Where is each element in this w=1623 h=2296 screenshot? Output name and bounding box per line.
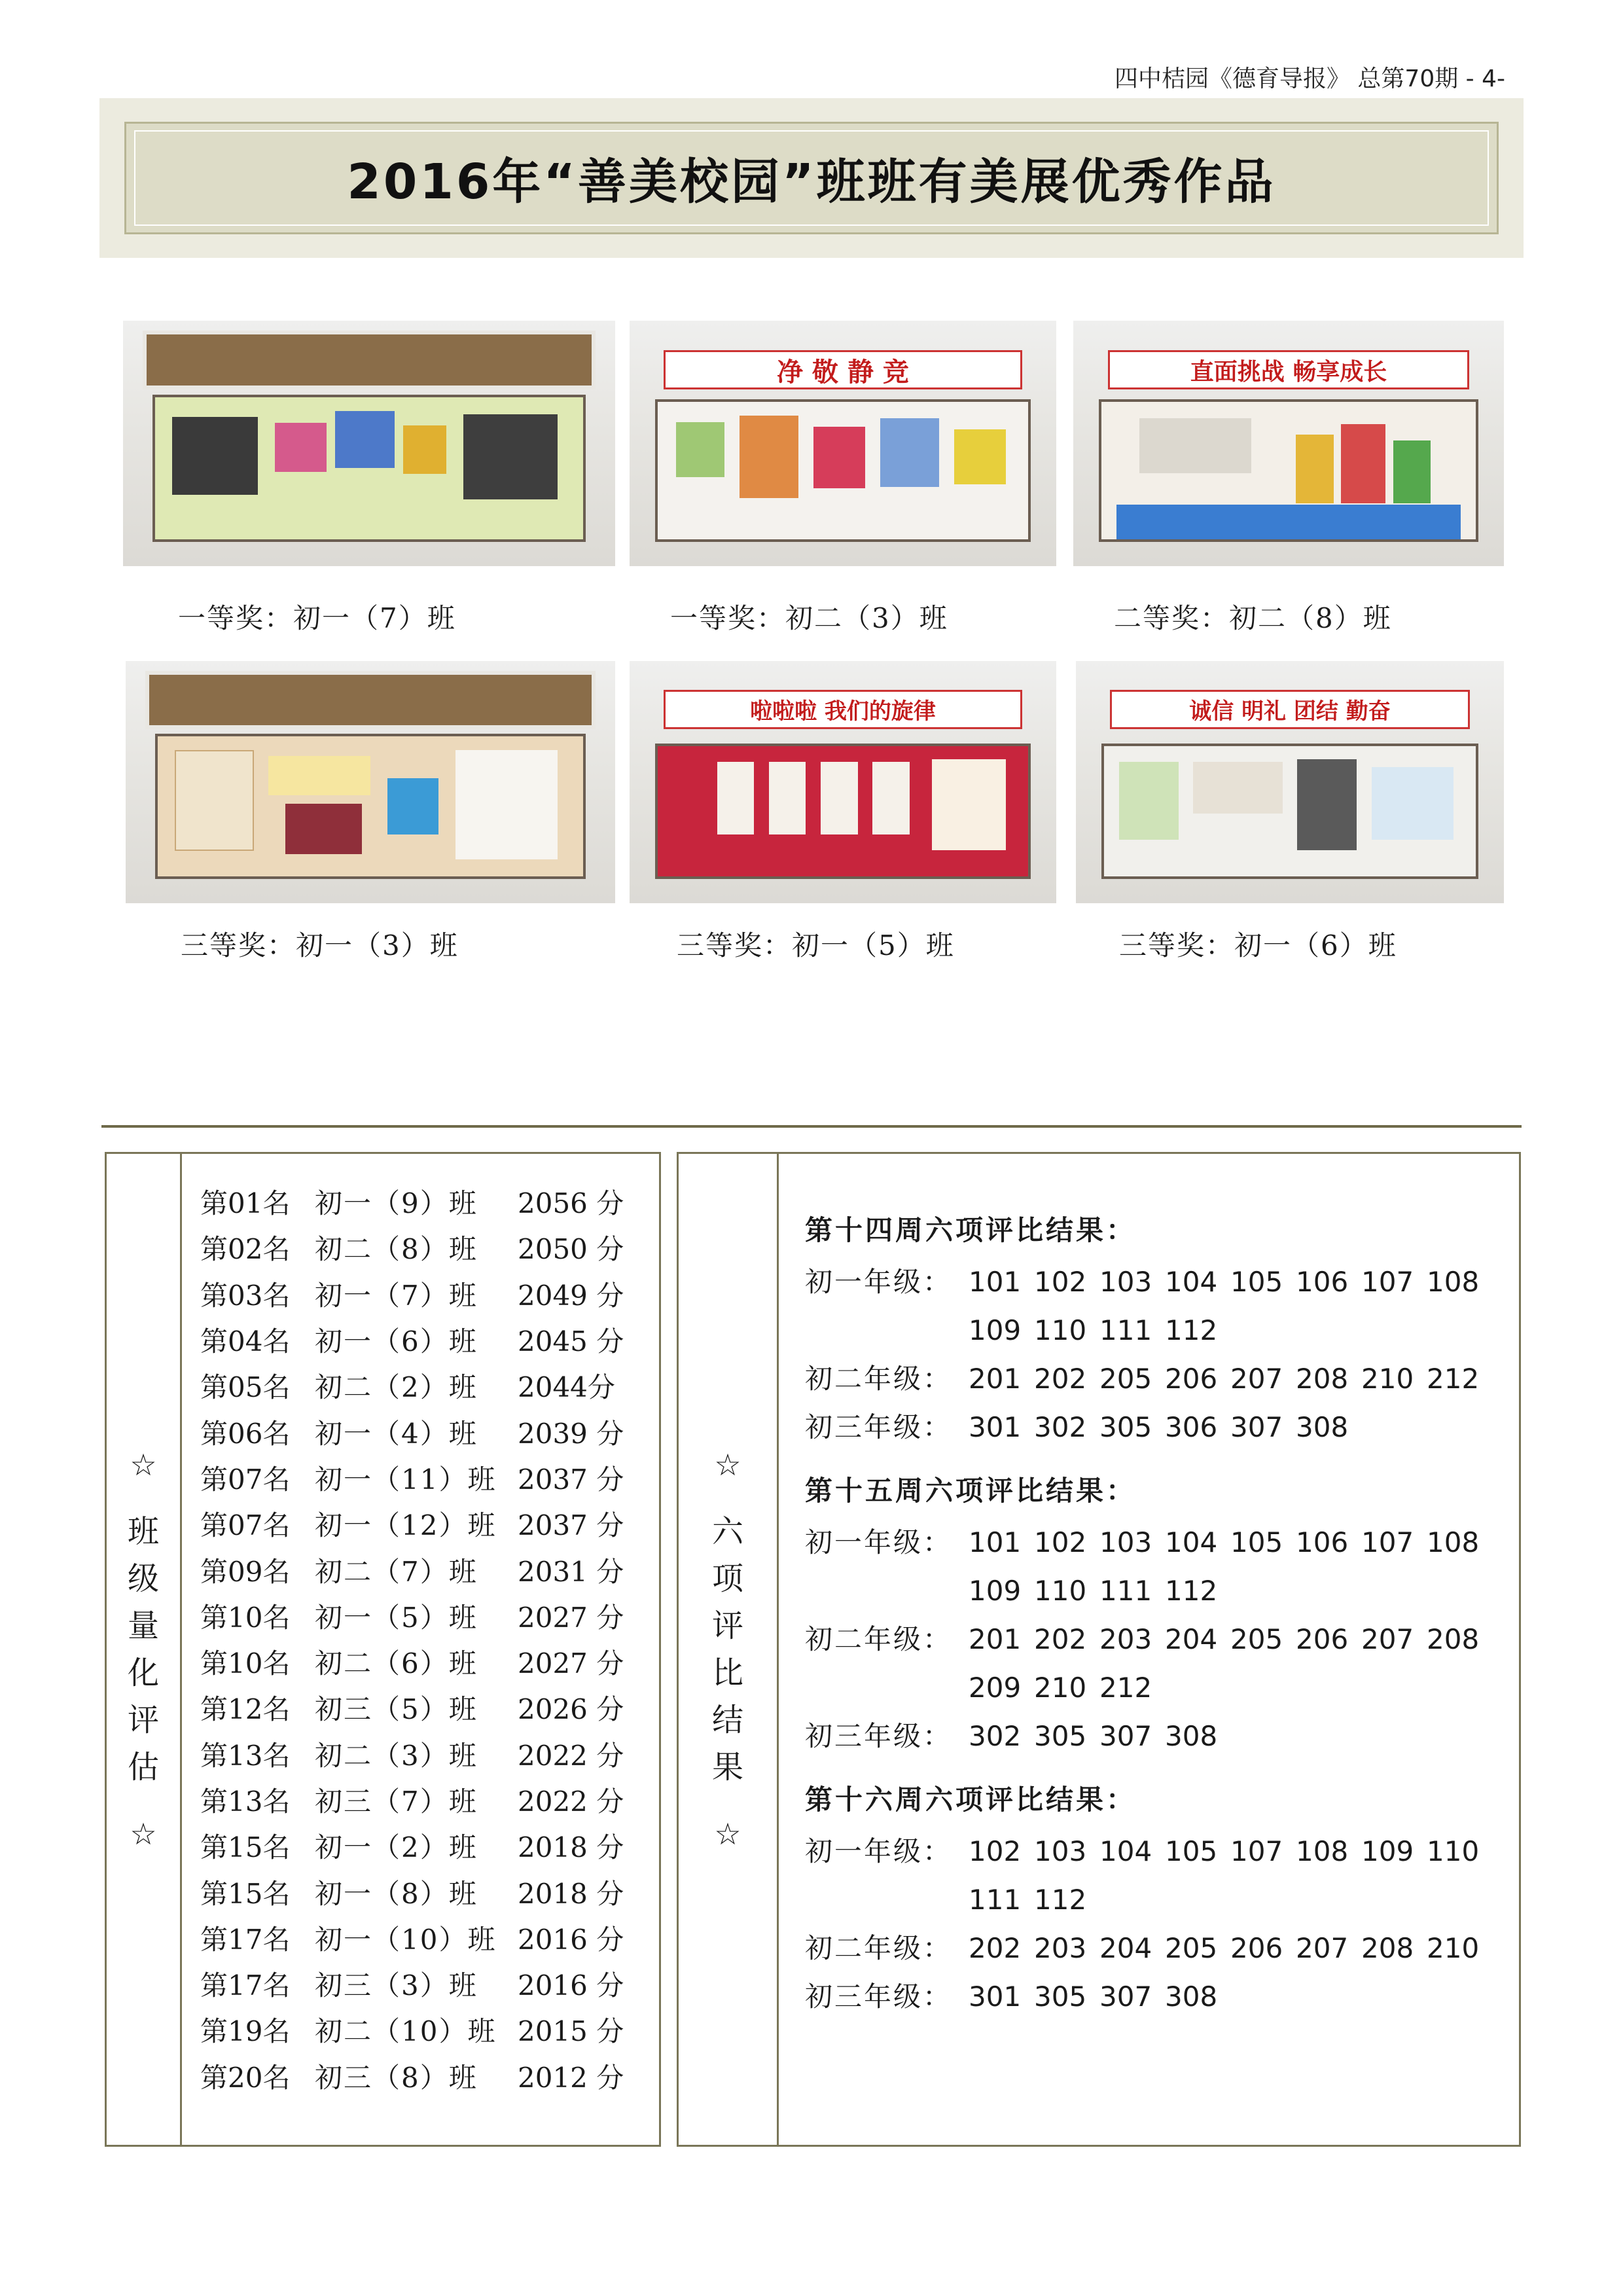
class-list [969,1924,1499,1973]
ranking-panel [105,1152,661,2147]
photo-caption: 三等奖：初一（3）班 [181,929,459,961]
rank-cell: 第12名 [200,1693,291,1726]
grade-row [805,1258,1499,1355]
class-number: 308 [1165,1720,1218,1752]
rank-cell: 第04名 [200,1325,291,1358]
score-cell: 2049 分 [518,1279,624,1312]
grade-label: 初二年级： [805,1932,953,1964]
table-row [200,1179,655,1225]
rank-cell: 第15名 [200,1877,291,1910]
class-cell: 初二（3）班 [315,1739,478,1772]
title-char: 项 [711,1560,743,1597]
class-number: 206 [1296,1623,1349,1655]
class-number: 103 [1099,1266,1152,1298]
table-row [200,1639,655,1685]
class-cell: 初三（5）班 [315,1693,478,1726]
class-cell: 初一（6）班 [315,1325,478,1358]
class-number: 108 [1296,1835,1349,1867]
table-row [200,1225,655,1270]
class-number: 202 [969,1932,1022,1964]
table-row [200,2007,655,2053]
class-number: 105 [1230,1266,1283,1298]
star-icon: ☆ [130,1447,157,1482]
title-char: 评 [127,1702,159,1738]
class-number: 109 [1361,1835,1414,1867]
class-number: 208 [1361,1932,1414,1964]
rank-cell: 第02名 [200,1233,291,1266]
score-cell: 2037 分 [518,1509,624,1542]
class-number: 301 [969,1981,1022,2013]
photo-board [155,734,586,879]
class-number: 210 [1427,1932,1480,1964]
class-number: 206 [1165,1363,1218,1395]
star-icon: ☆ [714,1816,741,1852]
title-char: 六 [711,1513,743,1550]
week-heading: 第十六周六项评比结果： [805,1784,1137,1816]
photo-window [145,671,596,729]
class-cell: 初二（6）班 [315,1647,478,1680]
class-number: 102 [1034,1526,1087,1558]
class-number: 105 [1230,1526,1283,1558]
class-cell: 初一（9）班 [315,1187,478,1220]
title-char: 化 [127,1655,159,1691]
panel-divider [777,1154,779,2145]
photo-banner: 净 敬 静 竞 [664,350,1022,389]
class-number: 102 [1034,1266,1087,1298]
section-divider [101,1125,1522,1128]
class-cell: 初三（8）班 [315,2061,478,2094]
photo-4 [126,661,615,903]
class-number: 307 [1230,1411,1283,1443]
score-cell: 2039 分 [518,1417,624,1450]
grade-row [805,1924,1499,1973]
class-number: 102 [969,1835,1022,1867]
title-char: 级 [127,1560,159,1597]
class-number: 105 [1165,1835,1218,1867]
grade-label: 初三年级： [805,1720,953,1752]
score-cell: 2026 分 [518,1693,624,1726]
photo-banner: 直面挑战 畅享成长 [1108,350,1470,389]
table-row [200,1823,655,1869]
class-cell: 初一（2）班 [315,1831,478,1864]
rank-list [200,1179,655,2099]
title-char: 结 [711,1702,743,1738]
title-char: 果 [711,1749,743,1785]
photo-banner: 啦啦啦 我们的旋律 [664,690,1022,728]
class-cell: 初二（2）班 [315,1371,478,1404]
class-number: 210 [1034,1672,1087,1704]
class-number: 210 [1361,1363,1414,1395]
class-list [969,1355,1499,1403]
score-cell: 2045 分 [518,1325,624,1358]
class-number: 108 [1427,1266,1480,1298]
grade-label: 初二年级： [805,1623,953,1655]
title-char: 班 [127,1513,159,1550]
score-cell: 2037 分 [518,1463,624,1496]
table-row [200,1501,655,1547]
table-row [200,1915,655,1961]
title-box [99,98,1524,258]
title-char: 量 [127,1607,159,1644]
class-number: 302 [969,1720,1022,1752]
score-cell: 2015 分 [518,2015,624,2048]
class-number: 308 [1165,1981,1218,2013]
score-cell: 2027 分 [518,1601,624,1634]
table-row [200,1455,655,1501]
score-cell: 2022 分 [518,1785,624,1818]
class-number: 112 [1165,1575,1218,1607]
class-number: 110 [1034,1575,1087,1607]
six-items-title [679,1154,777,2145]
title-char: 估 [127,1749,159,1785]
score-cell: 2031 分 [518,1555,624,1588]
class-number: 111 [1099,1314,1152,1346]
class-list [969,1615,1499,1712]
class-number: 109 [969,1575,1022,1607]
class-number: 305 [1034,1981,1087,2013]
table-row [200,1593,655,1639]
photo-window [143,331,596,389]
score-cell: 2027 分 [518,1647,624,1680]
page-title: 2016年“善美校园”班班有美展优秀作品 [347,154,1276,210]
rank-cell: 第13名 [200,1739,291,1772]
class-number: 106 [1296,1266,1349,1298]
class-number: 107 [1361,1266,1414,1298]
class-number: 305 [1099,1411,1152,1443]
photo-caption: 三等奖：初一（6）班 [1119,929,1397,961]
class-cell: 初二（8）班 [315,1233,478,1266]
score-cell: 2044分 [518,1371,615,1404]
class-number: 109 [969,1314,1022,1346]
score-cell: 2056 分 [518,1187,624,1220]
class-number: 202 [1034,1363,1087,1395]
grade-label: 初三年级： [805,1411,953,1443]
grade-label: 初一年级： [805,1526,953,1558]
class-number: 207 [1296,1932,1349,1964]
class-number: 201 [969,1623,1022,1655]
class-cell: 初一（5）班 [315,1601,478,1634]
class-number: 208 [1427,1623,1480,1655]
six-items-results [805,1191,1499,2021]
class-number: 307 [1099,1981,1152,2013]
score-cell: 2016 分 [518,1923,624,1956]
class-number: 203 [1099,1623,1152,1655]
class-number: 104 [1099,1835,1152,1867]
photo-2 [630,321,1056,566]
score-cell: 2018 分 [518,1831,624,1864]
class-number: 301 [969,1411,1022,1443]
photo-6 [1076,661,1504,903]
rank-cell: 第15名 [200,1831,291,1864]
class-number: 112 [1165,1314,1218,1346]
table-row [200,1869,655,1914]
class-list [969,1712,1499,1761]
rank-cell: 第17名 [200,1923,291,1956]
rank-cell: 第03名 [200,1279,291,1312]
photo-caption: 一等奖：初二（3）班 [670,602,948,634]
ranking-title [107,1154,180,2145]
rank-cell: 第06名 [200,1417,291,1450]
table-row [200,1271,655,1317]
class-number: 207 [1230,1363,1283,1395]
class-list [969,1518,1499,1615]
class-number: 110 [1427,1835,1480,1867]
score-cell: 2016 分 [518,1969,624,2002]
grade-label: 初一年级： [805,1266,953,1298]
table-row [200,1317,655,1363]
class-cell: 初一（11）班 [315,1463,497,1496]
photo-caption: 一等奖：初一（7）班 [178,602,456,634]
class-list [969,1827,1499,1924]
grade-label: 初二年级： [805,1363,953,1395]
rank-cell: 第19名 [200,2015,291,2048]
class-number: 104 [1165,1266,1218,1298]
rank-cell: 第10名 [200,1601,291,1634]
class-number: 212 [1427,1363,1480,1395]
table-row [200,1363,655,1408]
rank-cell: 第13名 [200,1785,291,1818]
photo-board [655,744,1031,879]
class-cell: 初一（8）班 [315,1877,478,1910]
class-number: 104 [1165,1526,1218,1558]
grade-label: 初三年级： [805,1981,953,2013]
class-cell: 初一（7）班 [315,1279,478,1312]
class-list [969,1258,1499,1355]
class-number: 205 [1099,1363,1152,1395]
title-char: 比 [711,1655,743,1691]
class-number: 209 [969,1672,1022,1704]
photo-caption: 三等奖：初一（5）班 [677,929,955,961]
class-number: 202 [1034,1623,1087,1655]
class-number: 204 [1165,1623,1218,1655]
table-row [200,2053,655,2099]
photo-5 [630,661,1056,903]
table-row [200,1731,655,1777]
class-cell: 初三（3）班 [315,1969,478,2002]
week-heading: 第十四周六项评比结果： [805,1214,1137,1246]
score-cell: 2022 分 [518,1739,624,1772]
table-row [200,1408,655,1454]
class-number: 110 [1034,1314,1087,1346]
class-number: 108 [1427,1526,1480,1558]
photo-3 [1073,321,1504,566]
table-row [200,1547,655,1592]
photo-board [655,399,1031,542]
class-number: 112 [1034,1884,1087,1916]
class-number: 203 [1034,1932,1087,1964]
rank-cell: 第10名 [200,1647,291,1680]
class-cell: 初三（7）班 [315,1785,478,1818]
class-cell: 初二（7）班 [315,1555,478,1588]
class-number: 107 [1361,1526,1414,1558]
rank-cell: 第01名 [200,1187,291,1220]
class-number: 212 [1099,1672,1152,1704]
class-number: 205 [1230,1623,1283,1655]
grade-label: 初一年级： [805,1835,953,1867]
score-cell: 2012 分 [518,2061,624,2094]
star-icon: ☆ [714,1447,741,1482]
star-icon: ☆ [130,1816,157,1852]
class-number: 103 [1099,1526,1152,1558]
class-number: 111 [1099,1575,1152,1607]
page-header: 四中桔园《德育导报》 总第70期 - 4- [1114,65,1505,92]
class-number: 201 [969,1363,1022,1395]
class-number: 101 [969,1526,1022,1558]
class-number: 107 [1230,1835,1283,1867]
class-number: 207 [1361,1623,1414,1655]
rank-cell: 第17名 [200,1969,291,2002]
photo-board [1101,744,1478,879]
class-number: 101 [969,1266,1022,1298]
class-number: 305 [1034,1720,1087,1752]
class-number: 302 [1034,1411,1087,1443]
grade-row [805,1973,1499,2021]
score-cell: 2018 分 [518,1877,624,1910]
class-number: 103 [1034,1835,1087,1867]
photo-caption: 二等奖：初二（8）班 [1114,602,1392,634]
score-cell: 2050 分 [518,1233,624,1266]
class-cell: 初一（10）班 [315,1923,497,1956]
rank-cell: 第09名 [200,1555,291,1588]
grade-row [805,1355,1499,1403]
class-number: 206 [1230,1932,1283,1964]
week-heading: 第十五周六项评比结果： [805,1475,1137,1507]
rank-cell: 第20名 [200,2061,291,2094]
title-char: 评 [711,1607,743,1644]
grade-row [805,1827,1499,1924]
class-list [969,1973,1499,2021]
grade-row [805,1403,1499,1452]
class-number: 106 [1296,1526,1349,1558]
class-number: 307 [1099,1720,1152,1752]
photo-board [152,395,586,542]
panel-divider [180,1154,182,2145]
table-row [200,1777,655,1823]
title-frame [124,122,1499,234]
class-number: 205 [1165,1932,1218,1964]
class-number: 111 [969,1884,1022,1916]
photo-board [1099,399,1478,542]
rank-cell: 第05名 [200,1371,291,1404]
photo-1 [123,321,615,566]
class-number: 306 [1165,1411,1218,1443]
rank-cell: 第07名 [200,1463,291,1496]
grade-row [805,1712,1499,1761]
grade-row [805,1615,1499,1712]
class-cell: 初二（10）班 [315,2015,497,2048]
class-cell: 初一（4）班 [315,1417,478,1450]
class-list [969,1403,1499,1452]
photo-banner: 诚信 明礼 团结 勤奋 [1110,690,1469,728]
table-row [200,1961,655,2007]
class-cell: 初一（12）班 [315,1509,497,1542]
grade-row [805,1518,1499,1615]
class-number: 208 [1296,1363,1349,1395]
class-number: 204 [1099,1932,1152,1964]
class-number: 308 [1296,1411,1349,1443]
rank-cell: 第07名 [200,1509,291,1542]
table-row [200,1685,655,1731]
